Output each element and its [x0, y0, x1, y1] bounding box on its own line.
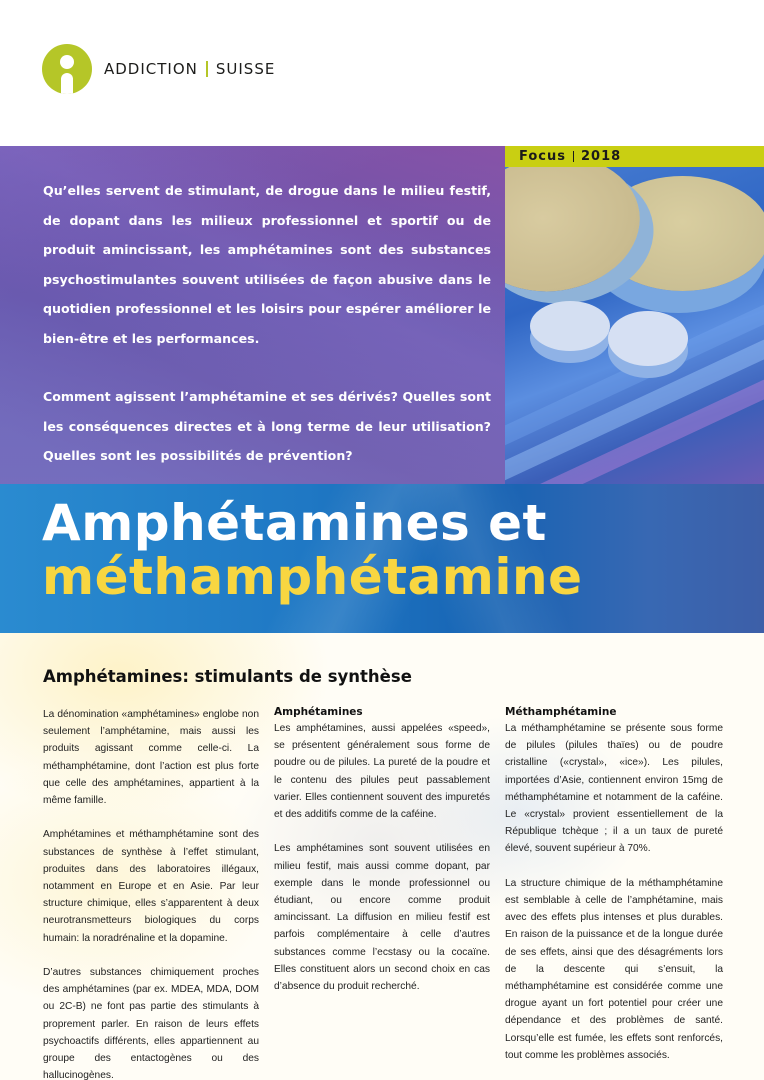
intro-text [43, 176, 491, 471]
article-body [0, 633, 764, 1080]
column-heading: Amphétamines [274, 706, 363, 718]
logo-divider [206, 61, 208, 77]
paragraph: Les amphétamines sont souvent utilisées en milieu festif, mais aussi comme dopant, par exemple dans le monde professionnel ou étudiant, ou encore comme produit amincissant. La diffusion en milieu festif est parfois complémentaire à celle d’autres substances comme l’ecstasy ou la cocaïne. Elles constituent alors un second choix en cas d’absence du produit recherché. [274, 843, 490, 993]
pill-small [530, 301, 610, 351]
focus-year: 2018 [580, 149, 622, 164]
paragraph: Amphétamines et méthamphétamine sont des substances de synthèse à l’effet stimulant, produites dans des laboratoires illégaux, notamment en Europe et en Asie. Par leur structure chimique, elles s’apparentent à deux neurotransmetteurs biologiques du corps humain: la noradrénaline et la dopamine. [43, 829, 259, 944]
addiction-suisse-logo [42, 44, 275, 94]
column-amphetamines [274, 705, 490, 995]
page-header [0, 0, 764, 146]
focus-badge [505, 146, 764, 167]
column-intro [43, 706, 259, 1080]
paragraph: La structure chimique de la méthamphétamine est semblable à celle de l’amphétamine, mais avec des effets plus intenses et plus durables. En raison de la puissance et de la longue durée de ses effets, ainsi que des désagréments lors de la descente qui s’ensuit, la méthamphétamine est considérée comme une drogue ayant un fort potentiel pour créer une dépendance et des problèmes de santé. Lorsqu’elle est fumée, les effets sont renforcés, tout comme les problèmes associés. [505, 877, 723, 1061]
logo-wordmark [104, 60, 275, 78]
focus-divider [573, 151, 574, 162]
intro-questions: Comment agissent l’amphétamine et ses dérivés? Quelles sont les conséquences directes et à long terme de leur utilisation? Quelles sont les possibilités de prévention? [43, 389, 491, 463]
intro-paragraph: Qu’elles servent de stimulant, de drogue dans le milieu festif, de dopant dans les milieux professionnel et sportif ou de produit amincissant, les amphétamines sont des substances psychostimulantes souvent utilisées de façon abusive dans le quotidien professionnel et les loisirs pour espérer améliorer le bien-être et les performances. [43, 183, 491, 346]
paragraph: Les amphétamines, aussi appelées «speed», se présentent généralement sous forme de poudre ou de pilules. La pureté de la poudre et le contenu des pilules peut passablement varier. Elles contiennent souvent des impuretés et des additifs comme de la caféine. [274, 723, 490, 821]
pill-large [505, 146, 649, 303]
paragraph: D’autres substances chimiquement proches des amphétamines (par ex. MDEA, MDA, DOM ou 2C-B) ne font pas partie des stimulants à proprement parler. En raison de leurs effets psychoactifs différents, elles appartiennent au groupe des entactogènes ou des hallucinogènes. [43, 967, 259, 1080]
column-methamphetamine [505, 705, 723, 1064]
logo-text-right: SUISSE [215, 60, 276, 78]
logo-person-icon [42, 44, 92, 94]
column-heading: Méthamphétamine [505, 706, 617, 718]
title-band [0, 484, 764, 633]
paragraph: La méthamphétamine se présente sous forme de pilules (pilules thaïes) ou de poudre cristalline («crystal», «ice»). Les pilules, importées d’Asie, contiennent environ 15mg de méthamphétamine et notamment de la caféine. Le «crystal» provient essentiellement de la République tchèque ; il a un taux de pureté élevé, souvent supérieur à 70%. [505, 723, 723, 855]
focus-label: Focus [519, 149, 566, 164]
logo-text-left: ADDICTION [104, 60, 198, 78]
section-heading: Amphétamines: stimulants de synthèse [43, 667, 412, 686]
pills-photo [505, 146, 764, 484]
pill-small [608, 311, 688, 366]
page-title-line1: Amphétamines et [42, 494, 547, 552]
page-title-line2: méthamphétamine [42, 548, 583, 606]
paragraph: La dénomination «amphétamines» englobe non seulement l’amphétamine, mais aussi les produits agissant comme celle-ci. La méthamphétamine, dont l’action est plus forte que celle des amphétamines, appartient à la même famille. [43, 709, 259, 807]
intro-section [0, 146, 505, 484]
